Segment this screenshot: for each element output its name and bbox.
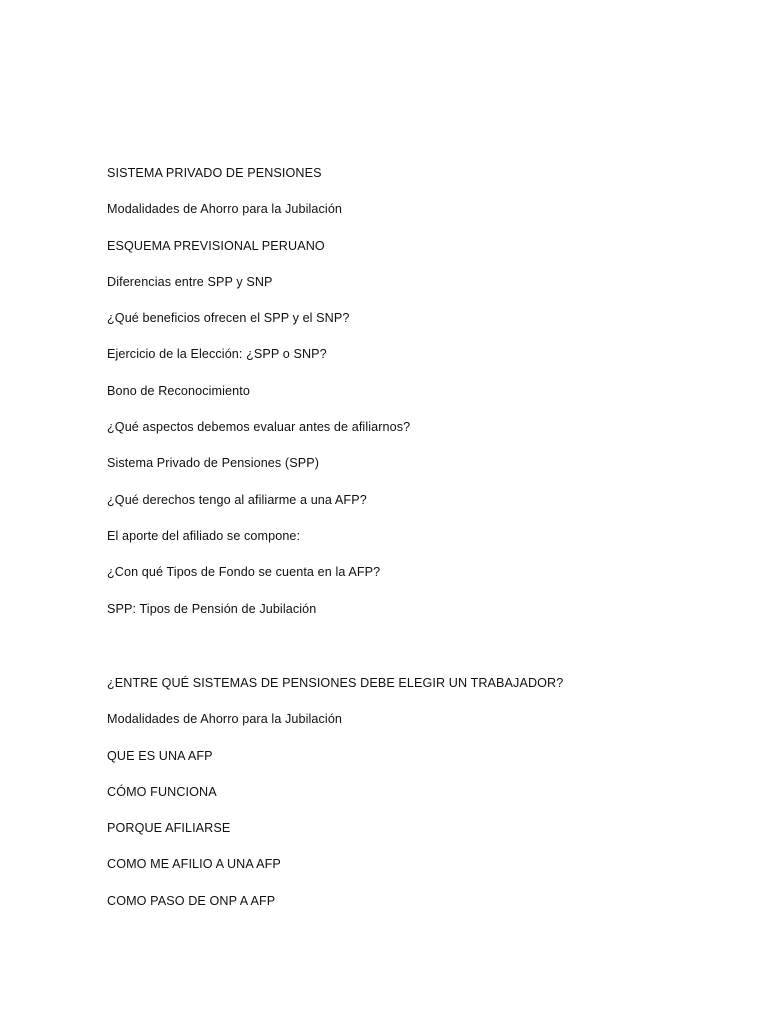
- topic-line: Bono de Reconocimiento: [107, 383, 250, 398]
- topic-line: Modalidades de Ahorro para la Jubilación: [107, 202, 343, 217]
- topic-line: SPP: Tipos de Pensión de Jubilación: [107, 601, 317, 616]
- topic-list-section-1: [107, 164, 707, 636]
- topic-line: COMO ME AFILIO A UNA AFP: [107, 857, 281, 872]
- topic-line: El aporte del afiliado se compone:: [107, 528, 301, 543]
- topic-line: SISTEMA PRIVADO DE PENSIONES: [107, 166, 322, 180]
- topic-line: PORQUE AFILIARSE: [107, 821, 231, 836]
- topic-line: ¿ENTRE QUÉ SISTEMAS DE PENSIONES DEBE ELEGIR UN TRABAJADOR?: [107, 676, 564, 690]
- topic-line: Ejercicio de la Elección: ¿SPP o SNP?: [107, 347, 327, 362]
- topic-line: QUE ES UNA AFP: [107, 748, 213, 763]
- topic-line: ¿Qué aspectos debemos evaluar antes de afiliarnos?: [107, 420, 411, 435]
- topic-line: Diferencias entre SPP y SNP: [107, 274, 273, 289]
- topic-line: ¿Qué beneficios ofrecen el SPP y el SNP?: [107, 311, 350, 326]
- topic-line: ¿Con qué Tipos de Fondo se cuenta en la AFP?: [107, 565, 381, 580]
- topic-line: ESQUEMA PREVISIONAL PERUANO: [107, 238, 325, 253]
- topic-list-section-2: [107, 674, 707, 928]
- topic-line: Modalidades de Ahorro para la Jubilación: [107, 712, 343, 727]
- topic-line: Sistema Privado de Pensiones (SPP): [107, 456, 319, 471]
- topic-line: CÓMO FUNCIONA: [107, 784, 217, 799]
- topic-line: COMO PASO DE ONP A AFP: [107, 893, 276, 908]
- topic-line: ¿Qué derechos tengo al afiliarme a una AFP?: [107, 492, 367, 507]
